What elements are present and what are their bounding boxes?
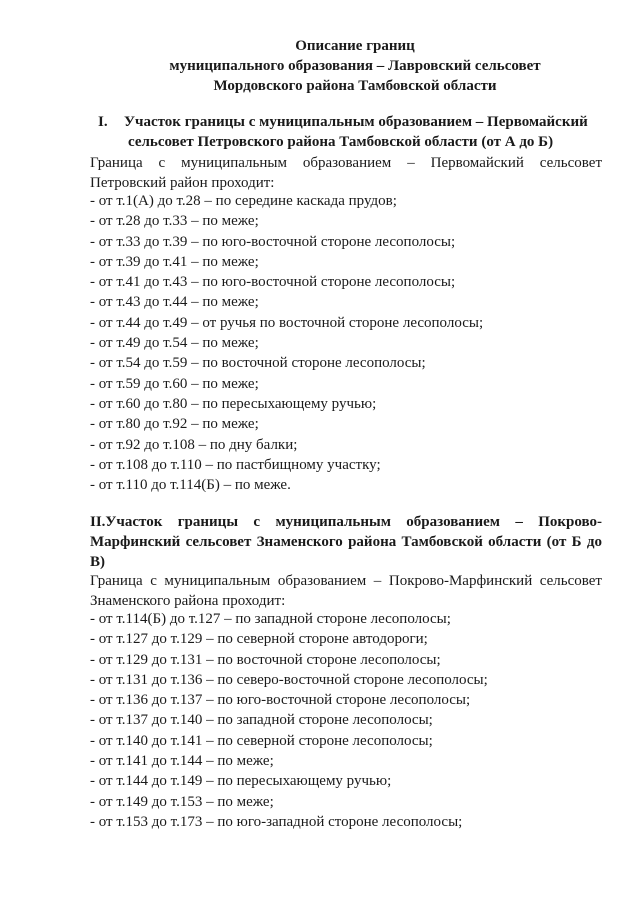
list-item: - от т.60 до т.80 – по пересыхающему ручью; [90, 395, 377, 412]
list-item: - от т.131 до т.136 – по северо-восточной стороне лесополосы; [90, 671, 488, 688]
section-1-heading [98, 112, 608, 152]
section-1-intro [90, 153, 602, 193]
list-item: - от т.41 до т.43 – по юго-восточной стороне лесополосы; [90, 274, 456, 291]
title-line-2: муниципального образования – Лавровский сельсовет [169, 58, 541, 74]
list-item: - от т.108 до т.110 – по пастбищному участку; [90, 456, 381, 473]
list-item: - от т.137 до т.140 – по западной стороне лесополосы; [90, 712, 433, 729]
section-1-intro-line-1: Граница с муниципальным образованием – Первомайский сельсовет [90, 155, 602, 171]
section-2-heading-line-2: Марфинский сельсовет Знаменского района Тамбовской области (от Б до [90, 534, 602, 550]
list-item: - от т.141 до т.144 – по меже; [90, 753, 274, 770]
section-2-heading-line-1: II.Участок границы с муниципальным образованием – Покрово- [90, 514, 602, 530]
section-1-boundary-list [90, 191, 610, 495]
list-item: - от т.33 до т.39 – по юго-восточной стороне лесополосы; [90, 233, 456, 250]
section-1-heading-line-1: Участок границы с муниципальным образованием – Первомайский [124, 114, 588, 130]
list-item: - от т.54 до т.59 – по восточной стороне лесополосы; [90, 355, 426, 372]
title-line-1: Описание границ [295, 38, 415, 54]
list-item: - от т.39 до т.41 – по меже; [90, 253, 259, 270]
list-item: - от т.110 до т.114(Б) – по меже. [90, 477, 291, 494]
list-item: - от т.129 до т.131 – по восточной стороне лесополосы; [90, 651, 441, 668]
list-item: - от т.49 до т.54 – по меже; [90, 335, 259, 352]
list-item: - от т.92 до т.108 – по дну балки; [90, 436, 298, 453]
title-line-3: Мордовского района Тамбовской области [213, 78, 497, 94]
section-2-intro [90, 571, 602, 611]
section-1-number: I. [98, 114, 108, 130]
section-2-intro-line-1: Граница с муниципальным образованием – Покрово-Марфинский сельсовет [90, 573, 602, 589]
list-item: - от т.127 до т.129 – по северной стороне автодороги; [90, 631, 428, 648]
section-1-heading-line-2: сельсовет Петровского района Тамбовской области (от А до Б) [128, 134, 554, 150]
list-item: - от т.80 до т.92 – по меже; [90, 416, 259, 433]
list-item: - от т.28 до т.33 – по меже; [90, 213, 259, 230]
list-item: - от т.44 до т.49 – от ручья по восточной стороне лесополосы; [90, 314, 484, 331]
document-title [0, 36, 640, 96]
list-item: - от т.140 до т.141 – по северной стороне лесополосы; [90, 732, 433, 749]
section-2-heading [90, 512, 602, 572]
list-item: - от т.114(Б) до т.127 – по западной стороне лесополосы; [90, 611, 451, 627]
list-item: - от т.59 до т.60 – по меже; [90, 375, 259, 392]
list-item: - от т.153 до т.173 – по юго-западной стороне лесополосы; [90, 813, 463, 830]
list-item: - от т.136 до т.137 – по юго-восточной стороне лесополосы; [90, 692, 471, 709]
list-item: - от т.144 до т.149 – по пересыхающему ручью; [90, 773, 392, 790]
section-1-intro-line-2: Петровский район проходит: [90, 175, 275, 191]
section-2-boundary-list [90, 609, 610, 832]
section-2-intro-line-2: Знаменского района проходит: [90, 593, 286, 609]
list-item: - от т.149 до т.153 – по меже; [90, 793, 274, 810]
list-item: - от т.1(А) до т.28 – по середине каскада прудов; [90, 193, 397, 209]
list-item: - от т.43 до т.44 – по меже; [90, 294, 259, 311]
section-2-heading-line-3: В) [90, 554, 105, 570]
